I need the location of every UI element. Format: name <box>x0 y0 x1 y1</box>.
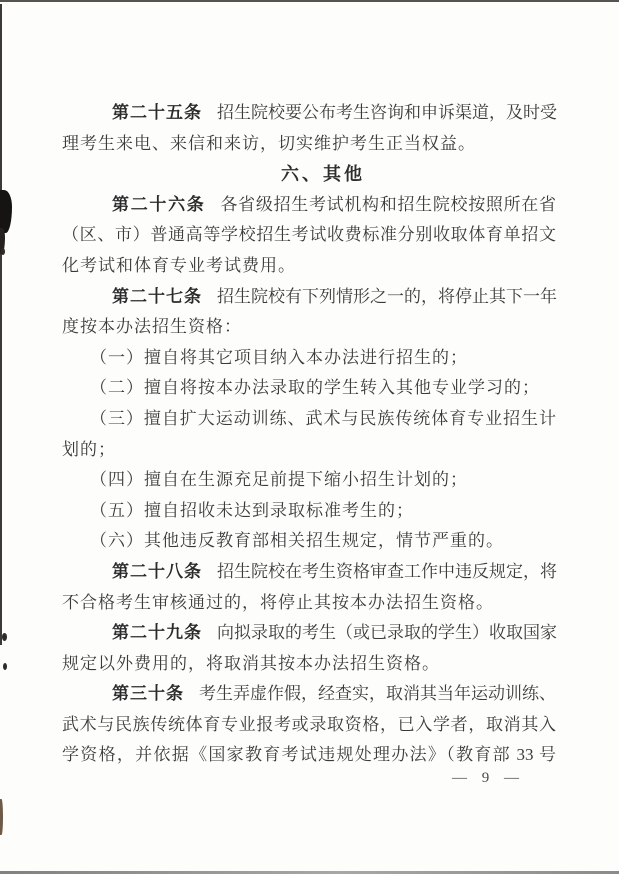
text-line <box>62 251 556 282</box>
ink-blob-artifact <box>0 190 12 233</box>
line-text: 考生弄虚作假，经查实，取消其当年运动训练、 <box>199 684 556 704</box>
article-number: 第二十八条 <box>112 561 202 581</box>
line-text: （四）擅自在生源充足前提下缩小招生计划的； <box>90 470 468 490</box>
text-line <box>62 373 556 404</box>
text-line <box>62 312 556 343</box>
text-line <box>62 98 556 129</box>
ink-speck <box>2 633 7 641</box>
line-text: 招生院校在考生资格审查工作中违反规定，将 <box>217 561 557 581</box>
line-text: 武术与民族传统体育专业报考或录取资格，已入学者，取消其入 <box>62 714 556 734</box>
text-line <box>62 557 556 588</box>
line-text: 不合格考生审核通过的，将停止其按本办法招生资格。 <box>62 592 494 612</box>
text-line <box>62 282 556 313</box>
text-line <box>62 526 556 557</box>
line-text: （六）其他违反教育部相关招生规定，情节严重的。 <box>90 531 504 551</box>
line-text: 化考试和体育专业考试费用。 <box>62 255 296 275</box>
line-text: 划的； <box>62 439 116 459</box>
line-text: 招生院校要公布考生咨询和申诉渠道，及时受 <box>217 103 557 122</box>
text-line <box>62 220 556 251</box>
line-text: （五）擅自招收未达到录取标准考生的； <box>90 500 414 520</box>
article-number: 第二十七条 <box>112 286 202 306</box>
text-line <box>62 618 556 649</box>
line-text: 学资格，并依据《国家教育考试违规处理办法》（教育部 33 号 <box>62 745 556 765</box>
text-line <box>62 465 556 496</box>
line-text: 向拟录取的考生（或已录取的学生）收取国家 <box>217 623 557 643</box>
text-line <box>62 404 556 435</box>
ink-speck <box>1 248 5 255</box>
document-body <box>62 98 556 771</box>
text-line <box>62 679 556 710</box>
article-number: 第二十九条 <box>112 623 202 643</box>
text-line <box>62 588 556 619</box>
line-text: 理考生来电、来信和来访，切实维护考生正当权益。 <box>62 133 476 153</box>
article-number: 第二十五条 <box>112 103 202 122</box>
scan-edge-top <box>0 0 619 2</box>
text-line <box>62 435 556 466</box>
line-text: （二）擅自将按本办法录取的学生转入其他专业学习的； <box>90 378 540 398</box>
line-text: 度按本办法招生资格： <box>62 317 242 337</box>
section-heading-text: 六、其他 <box>281 164 365 185</box>
text-line <box>62 710 556 741</box>
article-number: 第二十六条 <box>112 194 206 214</box>
page-number: — 9 — <box>452 770 520 786</box>
line-text: （一）擅自将其它项目纳入本办法进行招生的； <box>90 347 468 367</box>
article-number: 第三十条 <box>112 684 184 704</box>
text-line <box>62 343 556 374</box>
ink-speck <box>3 663 7 670</box>
text-line <box>62 496 556 527</box>
text-line <box>62 740 556 771</box>
text-line <box>62 649 556 680</box>
section-heading <box>62 159 556 190</box>
line-text: 规定以外费用的，将取消其按本办法招生资格。 <box>62 653 440 673</box>
line-text: （三）擅自扩大运动训练、武术与民族传统体育专业招生计 <box>90 408 556 428</box>
line-text: （区、市）普通高等学校招生考试收费标准分别收取体育单招文 <box>62 225 556 245</box>
text-line <box>62 190 556 221</box>
edge-stain <box>0 799 3 835</box>
line-text: 招生院校有下列情形之一的，将停止其下一年 <box>217 286 557 306</box>
line-text: 各省级招生考试机构和招生院校按照所在省 <box>220 194 557 214</box>
scan-edge-left <box>0 4 2 645</box>
text-line <box>62 129 556 160</box>
